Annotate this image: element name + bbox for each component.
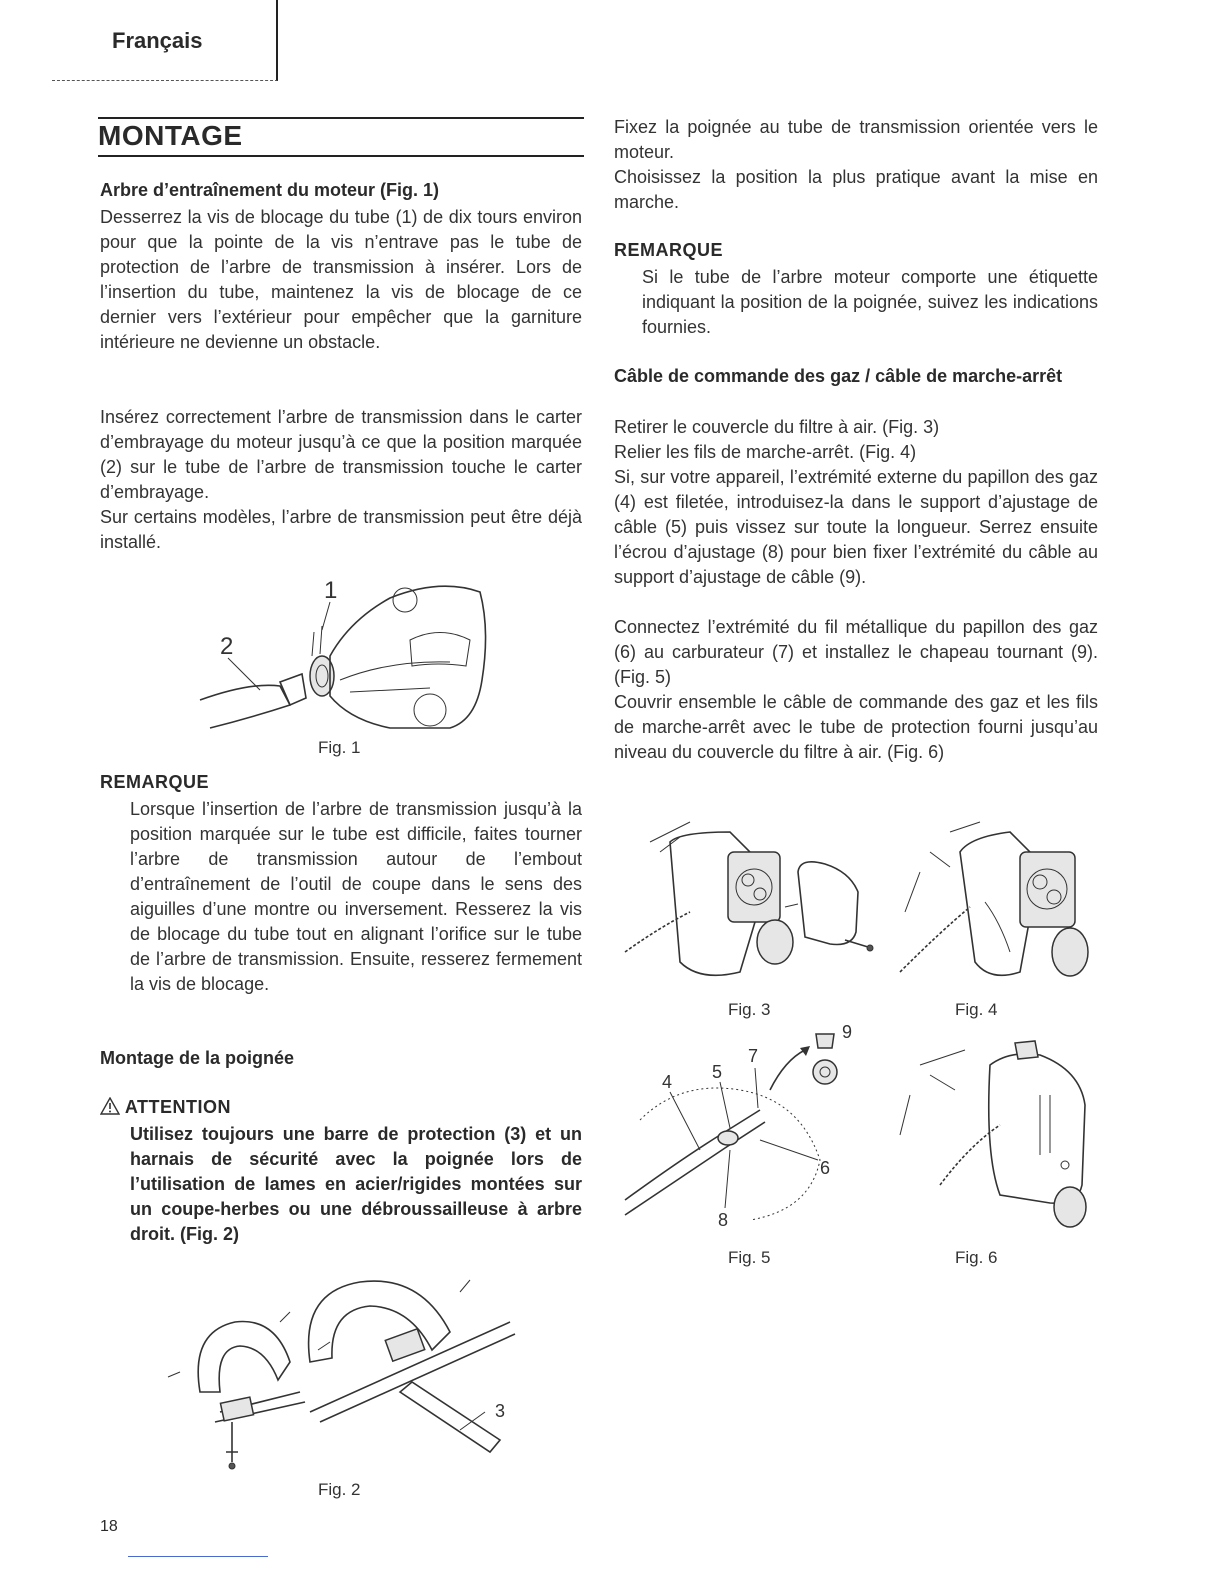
language-tab [52,0,278,81]
engine-illustration [190,570,520,745]
fig3-caption: Fig. 3 [728,1000,771,1019]
figure-4 [890,812,1105,997]
cable-line-4: Connectez l’extrémité du fil métallique du papillon des gaz (6) au carburateur (7) et installez le chapeau tournant (9). (Fig. 5) [614,617,1098,687]
fig2-callout-3: 3 [495,1401,506,1421]
attention-text: Utilisez toujours une barre de protection (3) et un harnais de sécurité avec la poignée lors de l’utilisation de lames en acier/rigides montées sur un coupe-herbes ou une débroussailleuse à arbre droit. (Fig. 2) [130,1124,582,1244]
fig4-caption: Fig. 4 [955,1000,998,1019]
fig5-callout-9: 9 [842,1022,853,1042]
note-2-label: REMARQUE [614,240,724,260]
fig5-caption: Fig. 5 [728,1248,771,1267]
cable-line-5: Couvrir ensemble le câble de commande des gaz et les fils de marche-arrêt avec le tube de protection fourni jusqu’au niveau du couvercle du filtre à air. (Fig. 6) [614,692,1098,762]
handle-paragraph-2: Choisissez la position la plus pratique avant la mise en marche. [614,167,1098,212]
figure-5 [620,1020,870,1235]
wire-connection-illustration [890,812,1105,997]
page-number: 18 [100,1518,118,1535]
protective-tube-illustration [890,1035,1105,1230]
title-rule-top [98,117,584,119]
footer-rule [128,1556,268,1557]
attention-label-row [100,1097,231,1118]
fig2-caption: Fig. 2 [318,1480,361,1499]
drive-shaft-heading: Arbre d’entraînement du moteur (Fig. 1) [100,180,440,200]
fig1-caption: Fig. 1 [318,738,361,757]
language-label: Français [112,28,203,53]
fig6-caption: Fig. 6 [955,1248,998,1267]
figure-2 [160,1262,530,1477]
drive-shaft-paragraph-3: Sur certains modèles, l’arbre de transmission peut être déjà installé. [100,507,582,552]
fig5-callout-4: 4 [662,1072,673,1092]
cable-line-2: Relier les fils de marche-arrêt. (Fig. 4) [614,442,917,462]
drive-shaft-paragraph-2: Insérez correctement l’arbre de transmission dans le carter d’embrayage du moteur jusqu’à ce que la position marquée (2) sur le tube de l’arbre de transmission touche le carter d’embrayage. [100,407,582,502]
throttle-cable-illustration [620,1020,870,1235]
cable-line-1: Retirer le couvercle du filtre à air. (Fig. 3) [614,417,940,437]
drive-shaft-paragraph-1: Desserrez la vis de blocage du tube (1) de dix tours environ pour que la pointe de la vis n’entrave pas le tube de protection de l’arbre de transmission à insérer. Lors de l’insertion du tube, maintenez la vis de blocage de ce dernier vers l’extérieur pour empêcher que la garniture intérieure ne devienne un obstacle. [100,207,582,352]
section-title: MONTAGE [98,120,243,151]
note-1-label: REMARQUE [100,772,210,792]
air-filter-removal-illustration [620,812,880,997]
cable-heading: Câble de commande des gaz / câble de marche-arrêt [614,366,1063,386]
fig1-callout-2: 2 [220,633,234,660]
note-1-text: Lorsque l’insertion de l’arbre de transmission jusqu’à la position marquée sur le tube est difficile, faites tourner l’arbre de transmission autour de l’embout d’entraînement de l’outil de coupe dans le sens des aiguilles d’une montre ou inversement. Resserez la vis de blocage du tube tout en alignant l’orifice sur le tube de l’arbre de transmission. Ensuite, resserez fermement la vis de blocage. [130,799,582,994]
fig5-callout-5: 5 [712,1062,723,1082]
figure-6 [890,1035,1105,1230]
note-2-text: Si le tube de l’arbre moteur comporte une étiquette indiquant la position de la poignée, suivez les indications fournies. [642,267,1098,337]
handle-paragraph-1: Fixez la poignée au tube de transmission orientée vers le moteur. [614,117,1098,162]
title-rule-bottom [98,155,584,157]
fig5-callout-8: 8 [718,1210,729,1230]
cable-line-3: Si, sur votre appareil, l’extrémité externe du papillon des gaz (4) est filetée, introduisez-la dans le support d’ajustage de câble (5) puis vissez sur toute la longueur. Serrez ensuite l’écrou d’ajustage (8) pour bien fixer l’extrémité du câble au support d’ajustage de câble (9). [614,467,1098,587]
figure-3 [620,812,880,997]
handle-heading: Montage de la poignée [100,1048,295,1068]
fig5-callout-7: 7 [748,1046,759,1066]
fig1-callout-1: 1 [324,577,338,604]
attention-label: ATTENTION [124,1097,231,1117]
handle-illustration [160,1262,530,1477]
figure-1 [190,570,520,745]
fig5-callout-6: 6 [820,1158,831,1178]
warning-icon [100,1097,125,1117]
